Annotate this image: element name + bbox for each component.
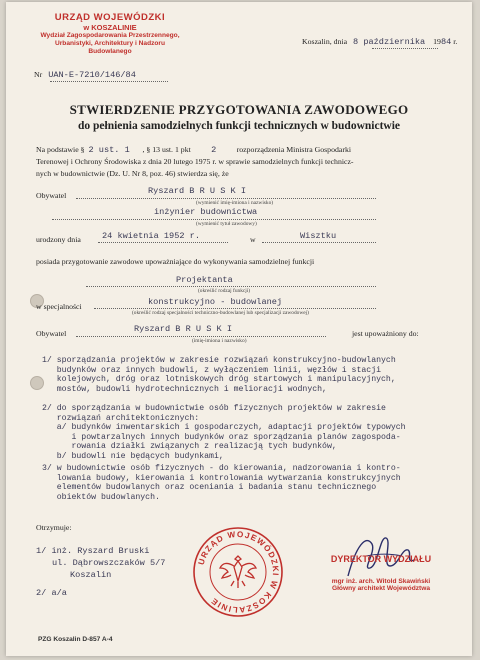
possession-text: posiada przygotowanie zawodowe upoważniające do wykonywania samodzielnej funkcji	[36, 257, 315, 266]
specialty-line	[94, 308, 376, 309]
scope-item-3: 3/ w budownictwie osób fizycznych - do kierowania, nadzorowania i kontro- lowania budowy, kierowania i kontrolowania wytwarzania konstrukcyjnych elementów budowlanych oraz oceniania i badania stanu technicznego obiektów budowlanych.	[42, 464, 401, 502]
recipient-1-street: ul. Dąbrowszczaków 5/7	[52, 558, 166, 568]
year-unit: r.	[453, 37, 458, 46]
document-subtitle: do pełnienia samodzielnych funkcji technicznych w budownictwie	[77, 120, 401, 132]
scope-item-2: 2/ do sporządzania w budownictwie osób fizycznych projektów w zakresie rozwiązań architektonicznych: a/ budynków inwentarskich i gospodarczych, adaptacji projektów typowych i powtarzalnych innych budynków oraz sporządzania planów zagospoda- rowania działki związanych z realizacją tych budynków, b/ budowli nie będących budynkami,	[42, 404, 406, 461]
year-suffix: 84	[440, 37, 452, 47]
function-value: Projektanta	[176, 275, 233, 285]
specialty-value: konstrukcyjno - budowlanej	[148, 297, 283, 307]
office-header-stamp	[26, 12, 194, 56]
signatory-role: Główny architekt Województwa	[331, 585, 431, 592]
recipient-1-name: 1/ inż. Ryszard Bruski	[36, 546, 150, 556]
department-line-3: Budowlanego	[88, 48, 132, 55]
specialty-caption: (określić rodzaj specjalności techniczno-budowlanej lub specjalizacji zawodowej)	[132, 310, 309, 316]
legal-basis-text-1: Na podstawie §	[36, 145, 85, 154]
year-prefix: 19	[433, 37, 441, 46]
recipient-2: 2/ a/a	[36, 588, 67, 598]
authorization-label: Obywatel	[36, 329, 67, 338]
birth-label: urodzony dnia	[36, 235, 81, 244]
signatory-name: mgr inż. arch. Witold Skawiński	[331, 578, 431, 585]
authorization-name-line	[76, 336, 326, 337]
birth-date: 24 kwietnia 1952 r.	[102, 231, 200, 241]
reference-prefix: Nr	[34, 70, 43, 79]
birth-date-line	[98, 242, 228, 243]
birth-place-line	[262, 242, 376, 243]
recipients-label: Otrzymuje:	[36, 523, 72, 532]
department-line-2: Urbanistyki, Architektury i Nadzoru	[54, 40, 166, 47]
eagle-emblem-icon	[220, 556, 256, 588]
authorization-name-caption: (imię-imiona i nazwisko)	[192, 338, 247, 344]
reference-value: UAN-E-7210/146/84	[48, 70, 136, 80]
document-sheet	[6, 2, 472, 656]
official-round-seal	[192, 526, 284, 618]
citizen-label: Obywatel	[36, 191, 67, 200]
authorization-suffix: jest upoważniony do:	[352, 329, 419, 338]
date-underline	[372, 48, 438, 49]
birth-place: Wisztku	[300, 231, 337, 241]
citizen-name-caption: (wymienić imię-imiona i nazwisko)	[196, 200, 274, 206]
scope-item-1: 1/ sporządzania projektów w zakresie rozwiązań konstrukcyjno-budowlanych budynków oraz innych budowli, z wyłączeniem linii, węzłów i stacji kolejowych, dróg oraz lotniskowych dróg startowych i manipulacyjnych, mostów, budowli hydrotechnicznych i melioracji wodnych,	[42, 356, 396, 394]
legal-basis-text-3: rozporządzenia Ministra Gospodarki	[236, 145, 352, 154]
legal-basis-text-2: , § 13 ust. 1 pkt	[142, 145, 191, 154]
document-title: STWIERDZENIE PRZYGOTOWANIA ZAWODOWEGO	[69, 102, 409, 117]
birth-place-label: w	[250, 235, 256, 244]
svg-text:URZĄD WOJEWÓDZKI W KOSZALINIE	[197, 530, 280, 614]
signatory-stamp	[306, 554, 456, 592]
function-line	[86, 286, 376, 287]
seal-text: URZĄD WOJEWÓDZKI W KOSZALINIE	[196, 529, 281, 615]
point-value: 2	[211, 145, 217, 155]
professional-title-caption: (wymienić tytuł zawodowy)	[196, 221, 257, 227]
authorization-name: Ryszard B R U S K I	[134, 324, 232, 334]
legal-basis-line-2: Terenowej i Ochrony Środowiska z dnia 20 lutego 1975 r. w sprawie samodzielnych funkcji technicz-	[36, 157, 354, 166]
office-city: w KOSZALINIE	[83, 23, 137, 32]
legal-basis-line-1	[36, 144, 351, 156]
reference-number	[34, 70, 136, 80]
reference-underline	[50, 81, 168, 82]
signatory-title: DYREKTOR WYDZIAŁU	[330, 554, 432, 564]
place-date	[302, 37, 457, 47]
date-day-month: 8 października	[353, 37, 426, 47]
recipient-1-city: Koszalin	[70, 570, 112, 580]
office-name: URZĄD WOJEWÓDZKI	[54, 12, 166, 23]
department-line-1: Wydział Zagospodarowania Przestrzennego,	[40, 32, 180, 39]
citizen-name-line	[76, 198, 376, 199]
professional-title-line	[52, 219, 376, 220]
legal-basis-line-3: nych w budownictwie (Dz. U. Nr 8, poz. 46) stwierdza się, że	[36, 169, 229, 178]
place-label: Koszalin, dnia	[302, 37, 348, 46]
specialty-label: w specjalności	[36, 302, 82, 311]
paragraph-value: 2 ust. 1	[88, 145, 130, 155]
print-code: PZG Koszalin D-857 A-4	[38, 636, 113, 643]
citizen-name: Ryszard B R U S K I	[148, 186, 246, 196]
function-caption: (określić rodzaj funkcji)	[198, 288, 251, 294]
professional-title: inżynier budownictwa	[154, 207, 258, 217]
